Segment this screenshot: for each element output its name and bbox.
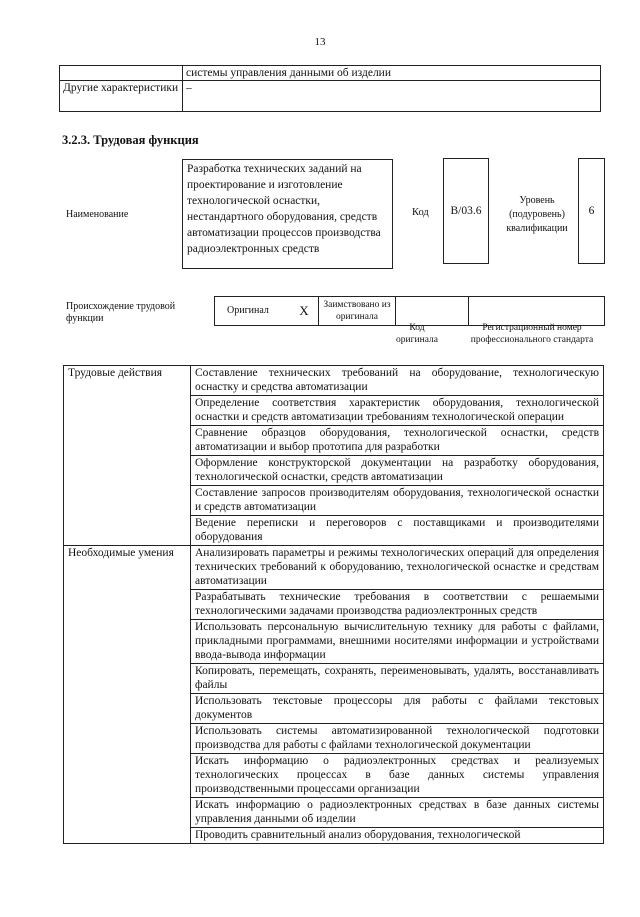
other-characteristics-value: –	[183, 81, 601, 112]
original-label: Оригинал	[215, 297, 291, 326]
function-name-box: Разработка технических заданий на проектирование и изготовление технологической оснастки, нестандартного оборудования, средств автоматизации процессов производства радиоэлектронных средств	[182, 159, 393, 269]
top-table-row1-text: системы управления данными об изделии	[183, 66, 601, 81]
code-original-caption: Код оригинала	[396, 323, 438, 345]
code-value-box: B/03.6	[443, 158, 489, 264]
main-table	[63, 365, 604, 844]
name-label: Наименование	[66, 209, 129, 220]
top-table-empty-cell	[60, 66, 183, 81]
skills-label: Необходимые умения	[64, 546, 191, 844]
level-value-box: 6	[578, 158, 605, 264]
skill-item-cut	[191, 828, 604, 844]
skill-item: Разрабатывать технические требования в соответствии с решаемыми технологическими задачами производства радиоэлектронных средств	[191, 590, 604, 620]
labour-action-item: Сравнение образцов оборудования, технологической оснастки, средств автоматизации и выбор прототипа для разработки	[191, 426, 604, 456]
labour-action-item: Составление технических требований на оборудование, технологическую оснастку и средства автоматизации	[191, 366, 604, 396]
level-label: Уровень (подуровень) квалификации	[506, 195, 568, 234]
code-label: Код	[412, 207, 429, 218]
skill-item: Использовать текстовые процессоры для работы с файлами текстовых документов	[191, 694, 604, 724]
skill-item-cut-text: Проводить сравнительный анализ оборудования, технологической	[195, 829, 521, 841]
page-number: 13	[314, 36, 326, 48]
skill-item: Использовать системы автоматизированной технологической подготовки производства для работы с файлами технологической документации	[191, 724, 604, 754]
origin-label: Происхождение трудовой функции	[66, 301, 176, 324]
skill-item: Использовать персональную вычислительную технику для работы с файлами, прикладными программами, внешними носителями информации и устройствами ввода-вывода информации	[191, 620, 604, 664]
skill-item: Анализировать параметры и режимы технологических операций для определения технических требований к оборудованию, технологической оснастке и средствам автоматизации	[191, 546, 604, 590]
top-table	[59, 65, 601, 112]
skill-item: Искать информацию о радиоэлектронных средствах и реализуемых технологических процессах в базе данных системы управления производственными процессами организации	[191, 754, 604, 798]
labour-action-item: Составление запросов производителям оборудования, технологической оснастки и средств автоматизации	[191, 486, 604, 516]
registration-caption: Регистрационный номер профессионального стандарта	[470, 323, 594, 345]
labour-actions-label: Трудовые действия	[64, 366, 191, 546]
section-title: 3.2.3. Трудовая функция	[62, 133, 199, 147]
skill-item: Искать информацию о радиоэлектронных средствах в базе данных системы управления данными об изделии	[191, 798, 604, 828]
other-characteristics-label: Другие характеристики	[60, 81, 183, 112]
original-mark: X	[290, 297, 319, 326]
labour-action-item: Определение соответствия характеристик оборудования, технологической оснастки и средств автоматизации требованиям технологической операции	[191, 396, 604, 426]
skill-item: Копировать, перемещать, сохранять, переименовывать, удалять, восстанавливать файлы	[191, 664, 604, 694]
labour-action-item: Оформление конструкторской документации на разработку оборудования, технологической оснастки, средств автоматизации	[191, 456, 604, 486]
labour-action-item: Ведение переписки и переговоров с поставщиками и производителями оборудования	[191, 516, 604, 546]
borrowed-label: Заимствовано из оригинала	[319, 297, 396, 326]
